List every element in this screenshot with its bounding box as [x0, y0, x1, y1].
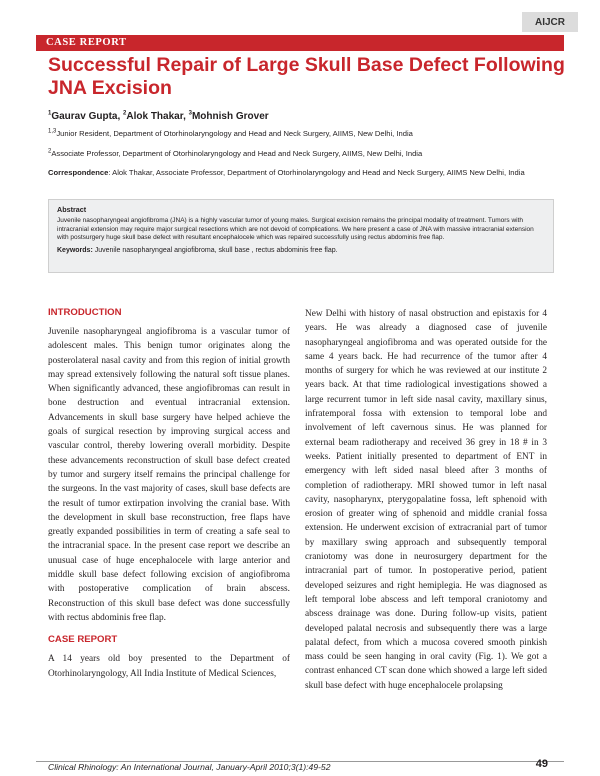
author-2[interactable]: Alok Thakar,	[126, 111, 189, 122]
introduction-text: Juvenile nasopharyngeal angiofibroma is a vascular tumor of adolescent males. This benign tumor originates along the posterolateral nasal cavity and from this region of initial growth may spread extensively following the natural soft tissue planes. When significantly advanced, these angiofibromas can result in bone destruction and eventual intracranial extension. Advancements in skull base surgery have helped achieve the goals of surgical resection by improving surgical access and vascular control, thereby lowering overall morbidity. Despite these advancements reconstruction of skull base defect created by tumor and surgery itself remains the principal challenge for the surgeons. In the vast majority of cases, skull base defects are the result of tumor extirpation involving the cranial base. With the development in skull base reconstruction, free flaps have greatly expanded possibilities in term of creating a safe seal to the intracranial space. In the present case report we describe an unusual case of huge encephalocele with large anterior and middle skull base defect following excision of angiofibroma with postoperative complication of brain abscess. Reconstruction of this skull base defect was done successfully with rectus abdominis free flap.	[48, 327, 290, 623]
affiliation-1	[48, 128, 558, 139]
author-1[interactable]: Gaurav Gupta,	[51, 111, 124, 122]
affiliation-1-text: Junior Resident, Department of Otorhinolaryngology and Head and Neck Surgery, AIIMS, New Delhi, India	[56, 129, 413, 138]
case-report-text-right: New Delhi with history of nasal obstruction and epistaxis for 4 years. He was already a diagnosed case of juvenile nasopharyngeal angiofibroma and was operated outside for the same 4 years back. He had recurrence of the tumor after 4 months of surgery for which he was reviewed at our institute 2 years back. At that time radiological investigations showed a large recurrent tumor in left side nasal cavity, maxillary sinus, infratemporal fossa with extension to temporal lobe and involvement of left cavernous sinus. He was planned for external beam radiotherapy and received 36 grey in 18 # in 3 weeks. Patient initially presented to department of ENT in emergency with left sided nasal bleed after 3 months of completion of radiotherapy. MRI showed tumor in left nasal cavity, nasopharynx, pterygopalatine fossa, left sphenoid with erosion of greater wing of sphenoid and middle cranial fossa extension. He underwent excision of extracranial part of tumor by maxillary swing approach and subsequently temporal craniotomy was done in neurosurgery department for the intracranial part of tumor. In postoperative period, patient developed seizures and right hemiplegia. He was diagnosed as left temporal lobe abscess and left temporal craniotomy and abscess drainage was done. During follow-up visits, patient developed palatal necrosis and subsequently there was a large palatal defect, from which a mucosa covered smooth pinkish mass could be seen hanging in oral cavity (Fig. 1). We got a contrast enhanced CT scan done which showed a large left sided skull base defect with huge encephalocele prolapsing	[305, 309, 547, 691]
author-3-superscript: 3	[188, 110, 192, 117]
journal-tag: AIJCR	[522, 12, 578, 32]
page-number: 49	[535, 758, 548, 770]
footer-citation: Clinical Rhinology: An International Journal, January-April 2010;3(1):49-52	[48, 762, 331, 772]
case-report-text-left: A 14 years old boy presented to the Department of Otorhinolaryngology, All India Institute of Medical Sciences,	[48, 654, 290, 679]
affiliation-2-text: Associate Professor, Department of Otorhinolaryngology and Head and Neck Surgery, AIIMS, New Delhi, India	[51, 149, 423, 158]
abstract-box	[48, 199, 554, 273]
case-report-heading: CASE REPORT	[48, 634, 118, 646]
keywords-label: Keywords:	[57, 246, 93, 254]
article-type-band: CASE REPORT	[36, 35, 564, 51]
author-3[interactable]: Mohnish Grover	[191, 111, 269, 122]
abstract-text: Juvenile nasopharyngeal angiofibroma (JNA) is a highly vascular tumor of young males. Surgical excision remains the principal modality of treatment. Tumors with intracranial extension may require major surgical resections which are not devoid of complications. We here present a case of JNA with massive intracranial extension with postsurgery huge skull base defect with resultant encephalocele which was repaired successfully using rectus abdominis free flap.	[57, 217, 534, 242]
affiliation-2-superscript: 2	[48, 148, 52, 155]
abstract-heading: Abstract	[57, 205, 87, 214]
author-list	[48, 111, 269, 122]
left-column	[48, 307, 290, 681]
author-2-superscript: 2	[123, 110, 127, 117]
introduction-heading: INTRODUCTION	[48, 307, 122, 318]
right-column	[305, 307, 547, 693]
keywords	[57, 247, 545, 256]
correspondence-text: : Alok Thakar, Associate Professor, Department of Otorhinolaryngology and Head and Neck Surgery, AIIMS New Delhi, India	[108, 168, 525, 177]
author-1-superscript: 1	[48, 110, 52, 117]
affiliation-1-superscript: 1,3	[48, 128, 57, 135]
keywords-text: Juvenile nasopharyngeal angiofibroma, skull base , rectus abdominis free flap.	[92, 246, 338, 254]
affiliation-2	[48, 148, 558, 159]
correspondence-label: Correspondence	[48, 168, 109, 177]
article-title: Successful Repair of Large Skull Base Defect Following JNA Excision	[48, 54, 565, 99]
correspondence	[48, 167, 548, 178]
